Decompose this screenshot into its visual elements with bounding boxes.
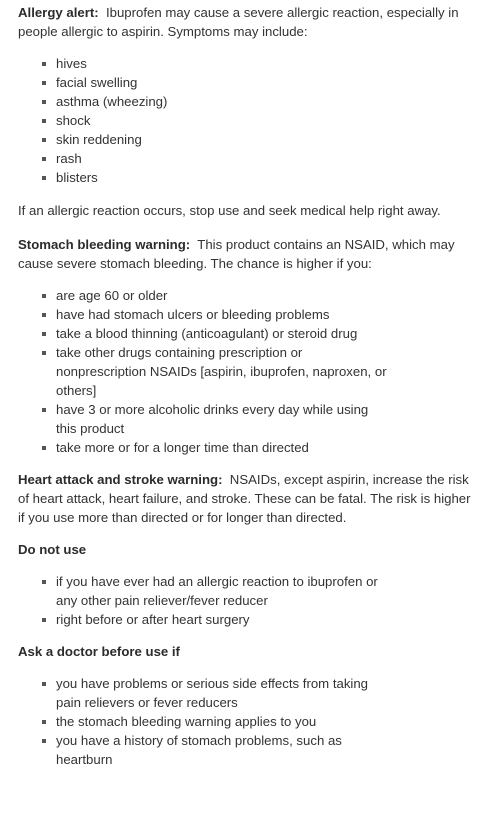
do-not-use-heading: Do not use [18, 542, 87, 557]
list-item: are age 60 or older [40, 286, 391, 305]
list-item: take other drugs containing prescription or nonprescription NSAIDs [aspirin, ibuprofen, naproxen, or others] [40, 343, 391, 400]
ask-doctor-heading: Ask a doctor before use if [18, 644, 180, 659]
list-item: you have a history of stomach problems, such as heartburn [40, 731, 391, 769]
allergy-alert-text: Ibuprofen may cause a severe allergic reaction, especially in people allergic to aspirin. Symptoms may include: [18, 5, 459, 39]
list-item: hives [40, 54, 471, 73]
allergy-action-paragraph: If an allergic reaction occurs, stop use and seek medical help right away. [18, 203, 441, 218]
heart-stroke-label: Heart attack and stroke warning: [18, 472, 223, 487]
heart-stroke-paragraph [18, 470, 471, 527]
stomach-bleeding-text: This product contains an NSAID, which may cause severe stomach bleeding. The chance is higher if you: [18, 237, 455, 271]
list-item: take more or for a longer time than directed [40, 438, 391, 457]
allergy-symptom-list [18, 54, 471, 187]
list-item: the stomach bleeding warning applies to you [40, 712, 391, 731]
list-item: blisters [40, 168, 471, 187]
list-item: have 3 or more alcoholic drinks every day while using this product [40, 400, 391, 438]
list-item: you have problems or serious side effects from taking pain relievers or fever reducers [40, 674, 391, 712]
list-item: facial swelling [40, 73, 471, 92]
list-item: skin reddening [40, 130, 471, 149]
allergy-alert-paragraph [18, 3, 471, 41]
list-item: asthma (wheezing) [40, 92, 471, 111]
list-item: shock [40, 111, 471, 130]
allergy-alert-label: Allergy alert: [18, 5, 99, 20]
list-item: have had stomach ulcers or bleeding problems [40, 305, 391, 324]
stomach-bleeding-paragraph [18, 235, 471, 273]
stomach-bleeding-label: Stomach bleeding warning: [18, 237, 191, 252]
ask-doctor-list [18, 674, 471, 769]
list-item: right before or after heart surgery [40, 610, 391, 629]
list-item: rash [40, 149, 471, 168]
do-not-use-list [18, 572, 471, 629]
stomach-risk-list [18, 286, 471, 457]
list-item: if you have ever had an allergic reaction to ibuprofen or any other pain reliever/fever reducer [40, 572, 391, 610]
list-item: take a blood thinning (anticoagulant) or steroid drug [40, 324, 391, 343]
heart-stroke-text: NSAIDs, except aspirin, increase the risk of heart attack, heart failure, and stroke. These can be fatal. The risk is higher if you use more than directed or for longer than directed. [18, 472, 471, 525]
